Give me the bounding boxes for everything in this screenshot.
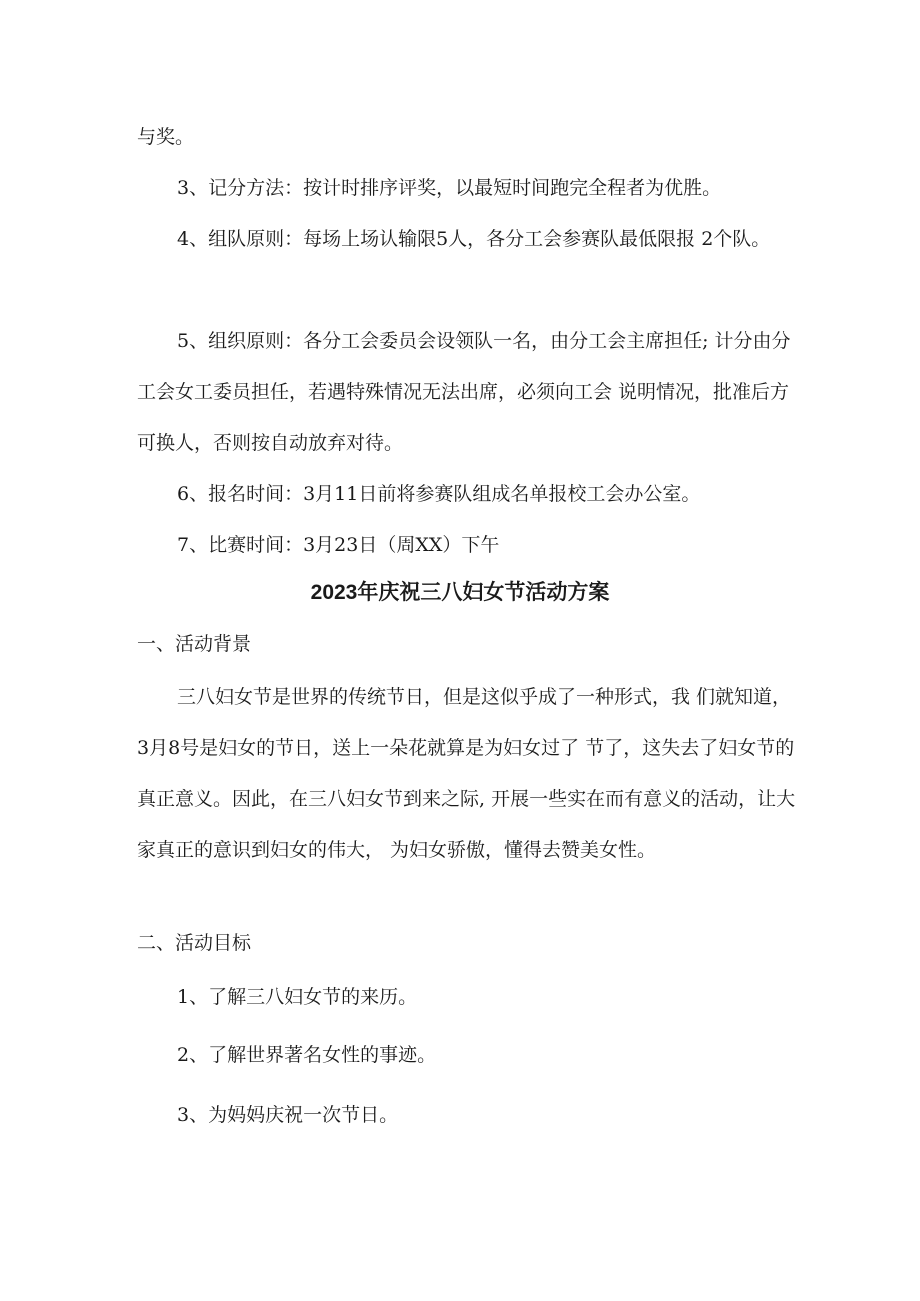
section-heading-background: 一、活动背景 [137, 633, 252, 655]
section-body-background: 三八妇女节是世界的传统节日，但是这似乎成了一种形式，我 们就知道，3月8号是妇女的节日，送上一朵花就算是为妇女过了 节了，这失去了妇女节的真正意义。因此，在三八妇女节到来之际, 开展一些实在而有意义的活动，让大家真正的意识到妇女的伟大， 为妇女骄傲，懂得去赞美女性。 [137, 686, 796, 861]
rule-5: 5、组织原则：各分工会委员会设领队一名，由分工会主席担任; 计分由分工会女工委员担任，若遇特殊情况无法出席，必须向工会 说明情况，批准后方可换人，否则按自动放弃对待。 [137, 330, 791, 454]
rule-4: 4、组队原则：每场上场认输限5人，各分工会参赛队最低限报 2个队。 [177, 228, 771, 250]
section-heading-goals: 二、活动目标 [137, 932, 252, 954]
rule-7: 7、比赛时间：3月23日（周XX）下午 [177, 534, 500, 556]
rule-6: 6、报名时间：3月11日前将参赛队组成名单报校工会办公室。 [177, 483, 701, 505]
goal-item-2: 2、了解世界著名女性的事迹。 [177, 1044, 437, 1066]
rule-3: 3、记分方法：按计时排序评奖，以最短时间跑完全程者为优胜。 [177, 177, 722, 199]
paragraph-tail: 与奖。 [137, 126, 195, 148]
goal-item-3: 3、为妈妈庆祝一次节日。 [177, 1104, 399, 1126]
document-title: 2023年庆祝三八妇女节活动方案 [310, 581, 610, 604]
goal-item-1: 1、了解三八妇女节的来历。 [177, 986, 418, 1008]
